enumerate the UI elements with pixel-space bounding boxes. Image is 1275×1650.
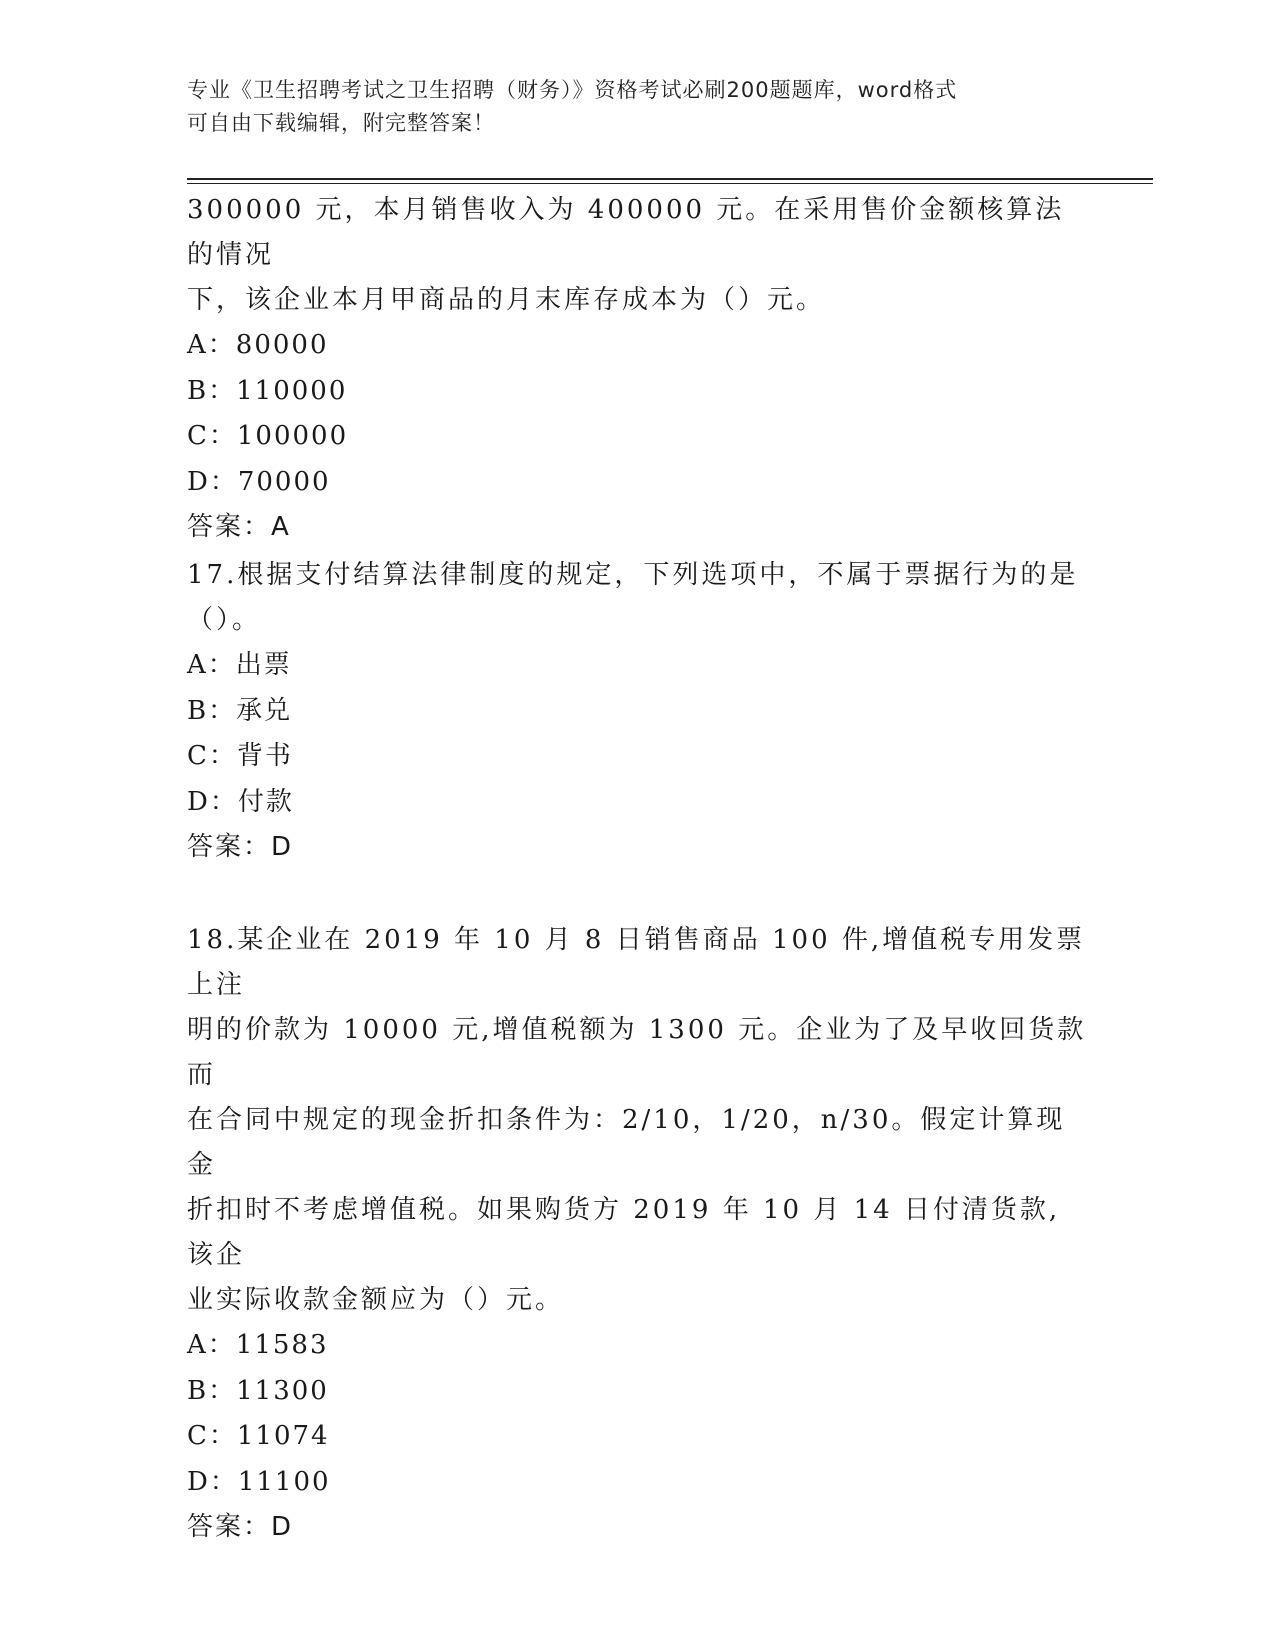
option-b: B：110000 bbox=[187, 375, 348, 406]
question-stem-line: 业实际收款金额应为（）元。 bbox=[187, 1285, 565, 1315]
question-16 bbox=[187, 188, 1087, 550]
header-title-line: 专业《卫生招聘考试之卫生招聘（财务）》资格考试必刷200题题库，word格式 bbox=[187, 78, 958, 102]
question-stem-line: 明的价款为 10000 元,增值税额为 1300 元。企业为了及早收回货款而 bbox=[187, 1015, 1087, 1090]
question-stem-line: 300000 元，本月销售收入为 400000 元。在采用售价金额核算法的情况 bbox=[187, 195, 1065, 270]
option-c: C：100000 bbox=[187, 421, 349, 451]
answer-line: 答案：D bbox=[187, 1512, 294, 1542]
document-header bbox=[187, 74, 1087, 140]
option-d: D：付款 bbox=[187, 786, 294, 817]
question-17 bbox=[187, 553, 1087, 870]
option-a: A：出票 bbox=[187, 650, 292, 680]
question-stem-line: 折扣时不考虑增值税。如果购货方 2019 年 10 月 14 日付清货款,该企 bbox=[187, 1195, 1061, 1270]
option-a: A：80000 bbox=[187, 330, 329, 360]
option-d: D：11100 bbox=[187, 1466, 331, 1497]
question-18 bbox=[187, 918, 1087, 1550]
question-stem-line: 在合同中规定的现金折扣条件为：2/10，1/20，n/30。假定计算现金 bbox=[187, 1105, 1066, 1180]
question-stem-line: （）。 bbox=[187, 605, 262, 635]
answer-line: 答案：D bbox=[187, 832, 294, 862]
option-a: A：11583 bbox=[187, 1330, 329, 1360]
option-c: C：背书 bbox=[187, 741, 293, 771]
option-d: D：70000 bbox=[187, 466, 331, 497]
header-divider-thin bbox=[187, 183, 1153, 184]
header-divider-thick bbox=[187, 178, 1153, 180]
question-stem-line: 下，该企业本月甲商品的月末库存成本为（）元。 bbox=[187, 285, 826, 315]
question-stem-line: 18.某企业在 2019 年 10 月 8 日销售商品 100 件,增值税专用发票上注 bbox=[187, 925, 1086, 1000]
option-b: B：11300 bbox=[187, 1375, 329, 1406]
question-stem-line: 17.根据支付结算法律制度的规定，下列选项中，不属于票据行为的是 bbox=[187, 560, 1079, 590]
answer-line: 答案：A bbox=[187, 512, 291, 542]
option-c: C：11074 bbox=[187, 1421, 330, 1451]
header-subtitle-line: 可自由下载编辑，附完整答案！ bbox=[187, 111, 495, 135]
option-b: B：承兑 bbox=[187, 695, 293, 726]
